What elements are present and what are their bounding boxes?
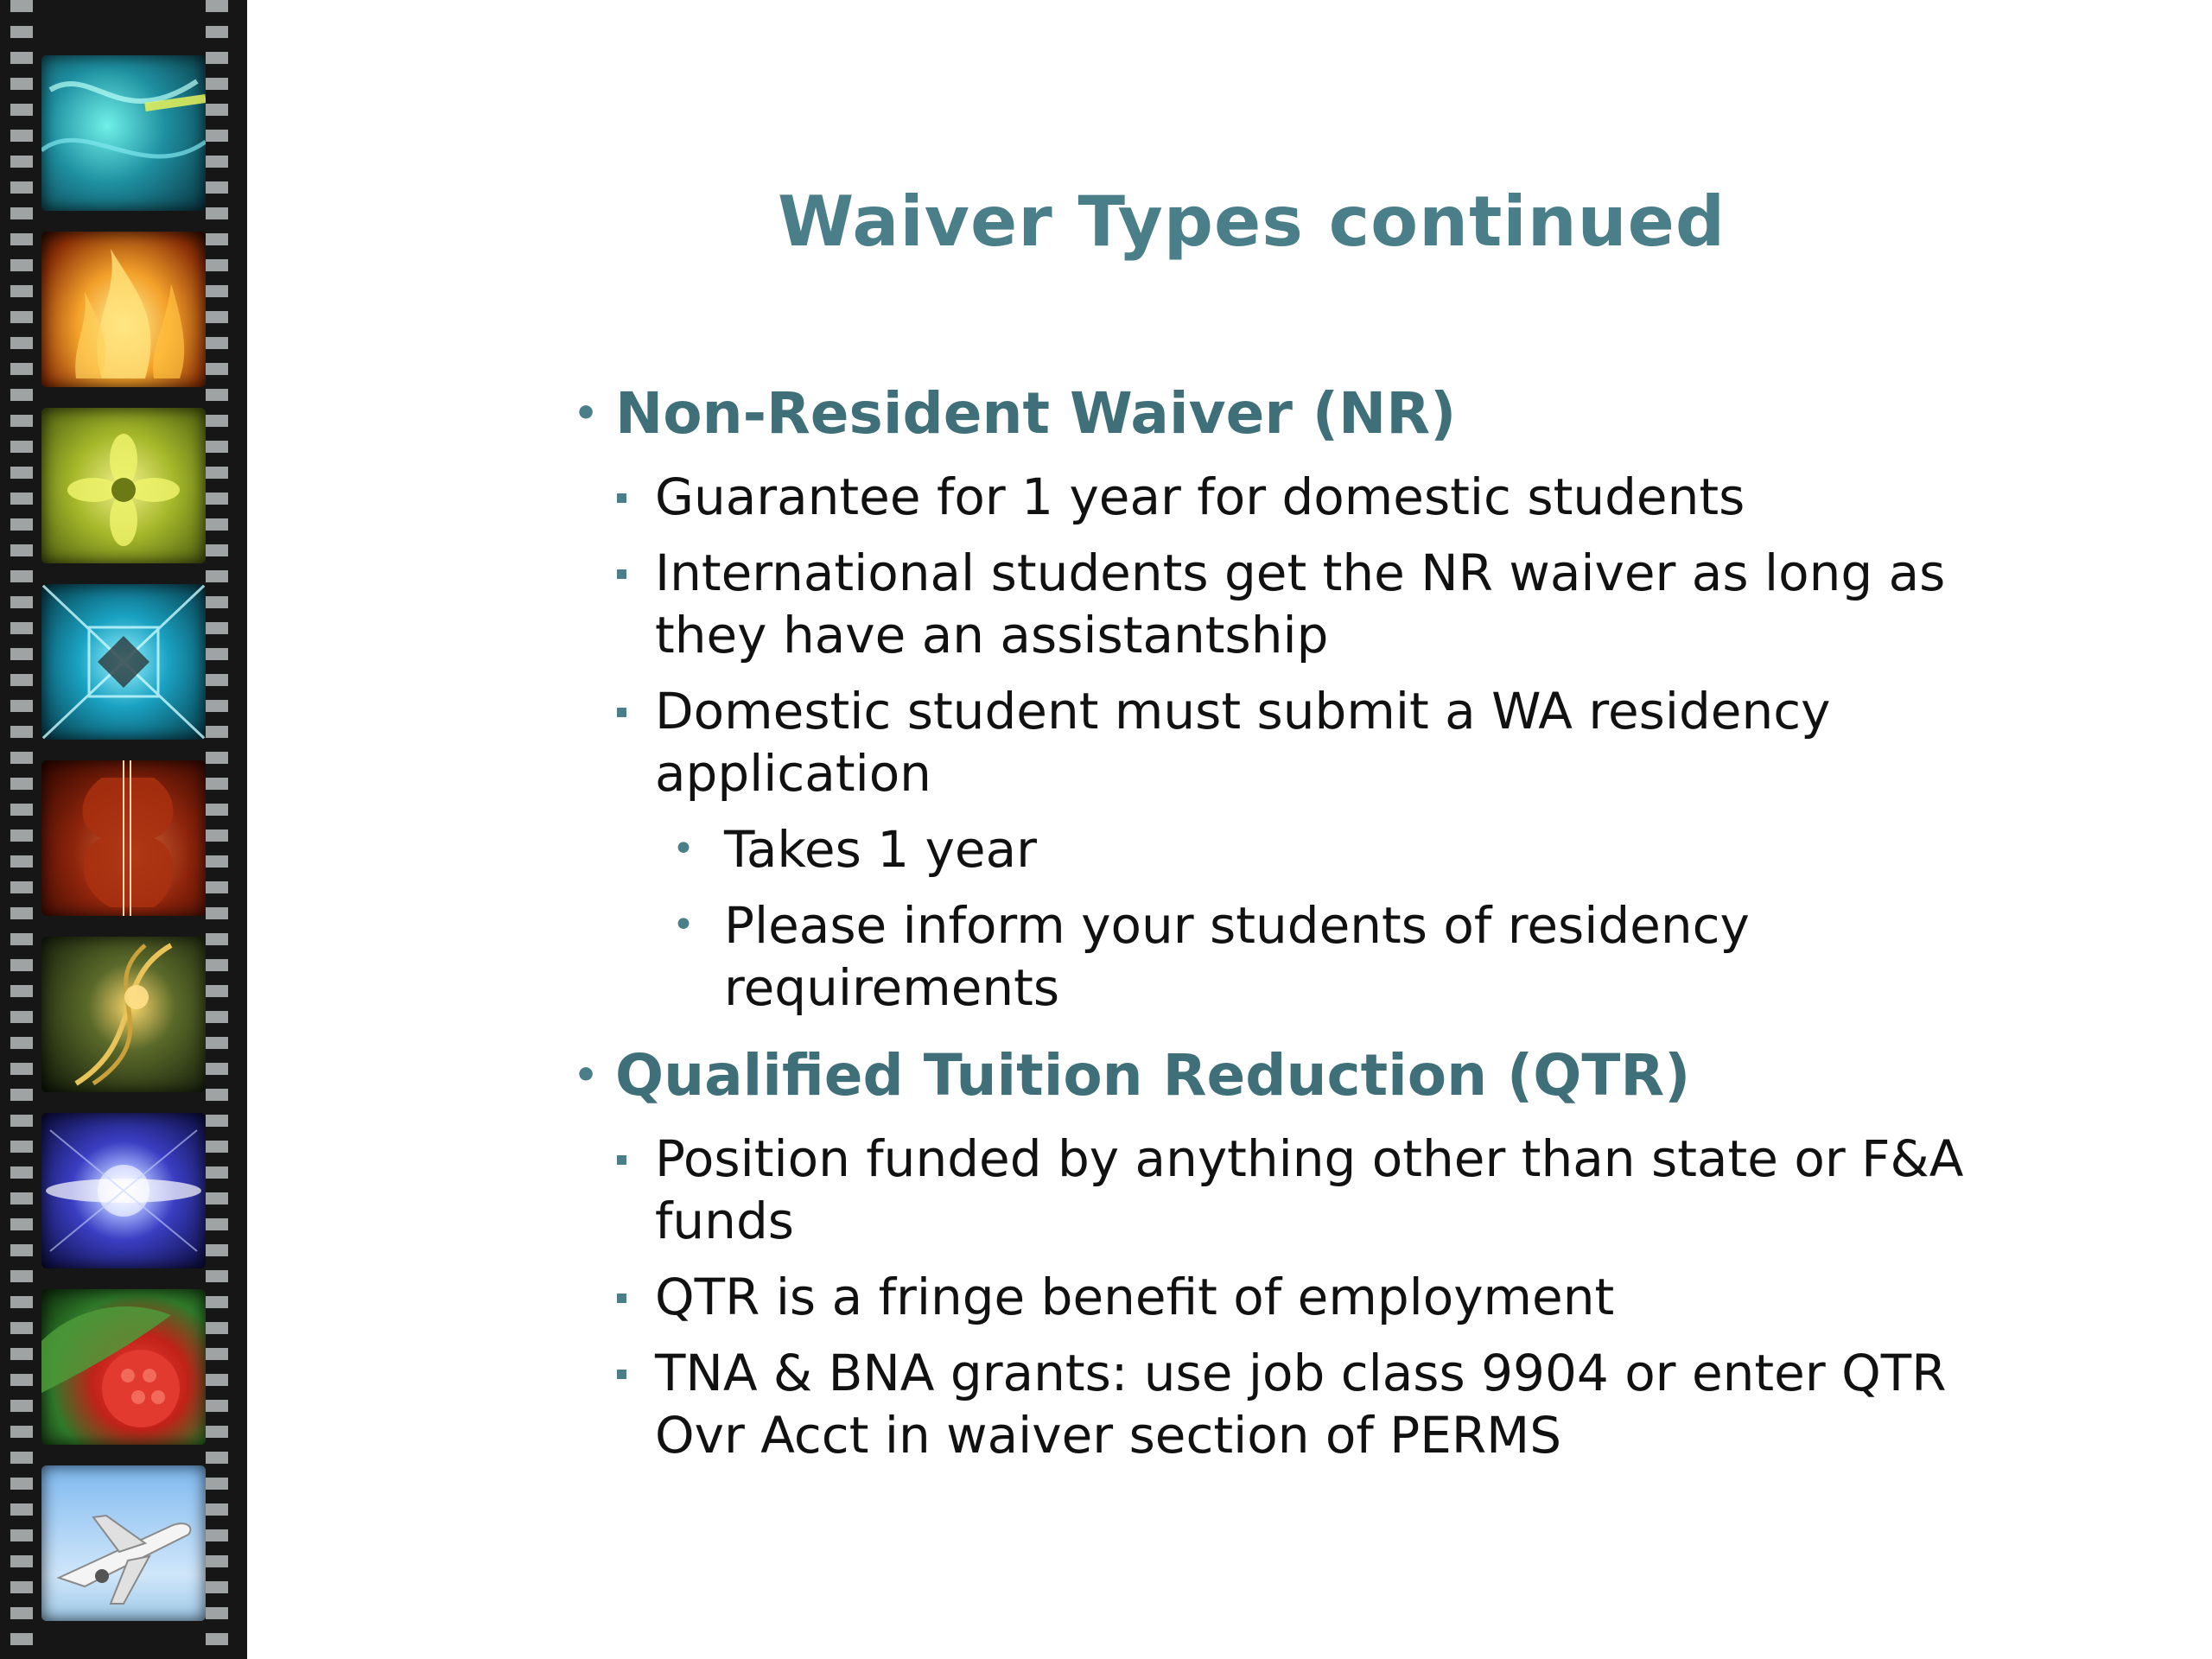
bullet-icon: • <box>574 391 599 435</box>
teal-prism-image <box>41 584 206 740</box>
airplane-image <box>41 1465 206 1621</box>
list-item-text: Guarantee for 1 year for domestic students <box>655 467 1745 526</box>
filmstrip-perforations-right <box>206 0 228 1659</box>
bullet-icon: • <box>574 1053 599 1097</box>
list-item <box>570 1342 2039 1466</box>
list-item-text: QTR is a fringe benefit of employment <box>655 1268 1615 1326</box>
square-bullet-icon <box>617 708 626 717</box>
sub-list-item <box>570 894 2039 1019</box>
list-item-text: Domestic student must submit a WA residency application <box>655 682 1831 803</box>
slide-title: Waiver Types continued <box>778 181 1726 262</box>
square-bullet-icon <box>617 1155 626 1165</box>
square-bullet-icon <box>617 1370 626 1379</box>
square-bullet-icon <box>617 569 626 579</box>
square-bullet-icon <box>617 493 626 503</box>
bullet-icon: • <box>672 903 695 947</box>
section-heading-text: Non-Resident Waiver (NR) <box>615 380 1457 447</box>
list-item-text: International students get the NR waiver as long as they have an assistantship <box>655 543 1946 664</box>
list-item <box>570 1128 2039 1252</box>
sub-list-item <box>570 818 2039 880</box>
list-item <box>570 680 2039 804</box>
filmstrip-decoration <box>0 0 247 1659</box>
section-heading-text: Qualified Tuition Reduction (QTR) <box>615 1042 1691 1109</box>
section-heading-nr <box>570 376 2039 452</box>
list-item-text: Position funded by anything other than state or F&A funds <box>655 1129 1964 1250</box>
dna-helix-image <box>41 937 206 1092</box>
list-item <box>570 542 2039 666</box>
filmstrip-perforations-left <box>10 0 33 1659</box>
sub-list-item-text: Please inform your students of residency requirements <box>724 896 1750 1017</box>
flame-image <box>41 232 206 387</box>
list-item <box>570 1266 2039 1328</box>
section-heading-qtr <box>570 1038 2039 1114</box>
slide-content <box>570 376 2039 1466</box>
square-bullet-icon <box>617 1294 626 1303</box>
teal-abstract-image <box>41 55 206 211</box>
bullet-icon: • <box>672 827 695 871</box>
list-item-text: TNA & BNA grants: use job class 9904 or enter QTR Ovr Acct in waiver section of PERMS <box>655 1344 1947 1465</box>
sub-list-item-text: Takes 1 year <box>724 820 1037 879</box>
yellow-flower-image <box>41 408 206 563</box>
light-burst-image <box>41 1113 206 1268</box>
raspberry-leaf-image <box>41 1289 206 1445</box>
list-item <box>570 466 2039 528</box>
violin-image <box>41 760 206 916</box>
